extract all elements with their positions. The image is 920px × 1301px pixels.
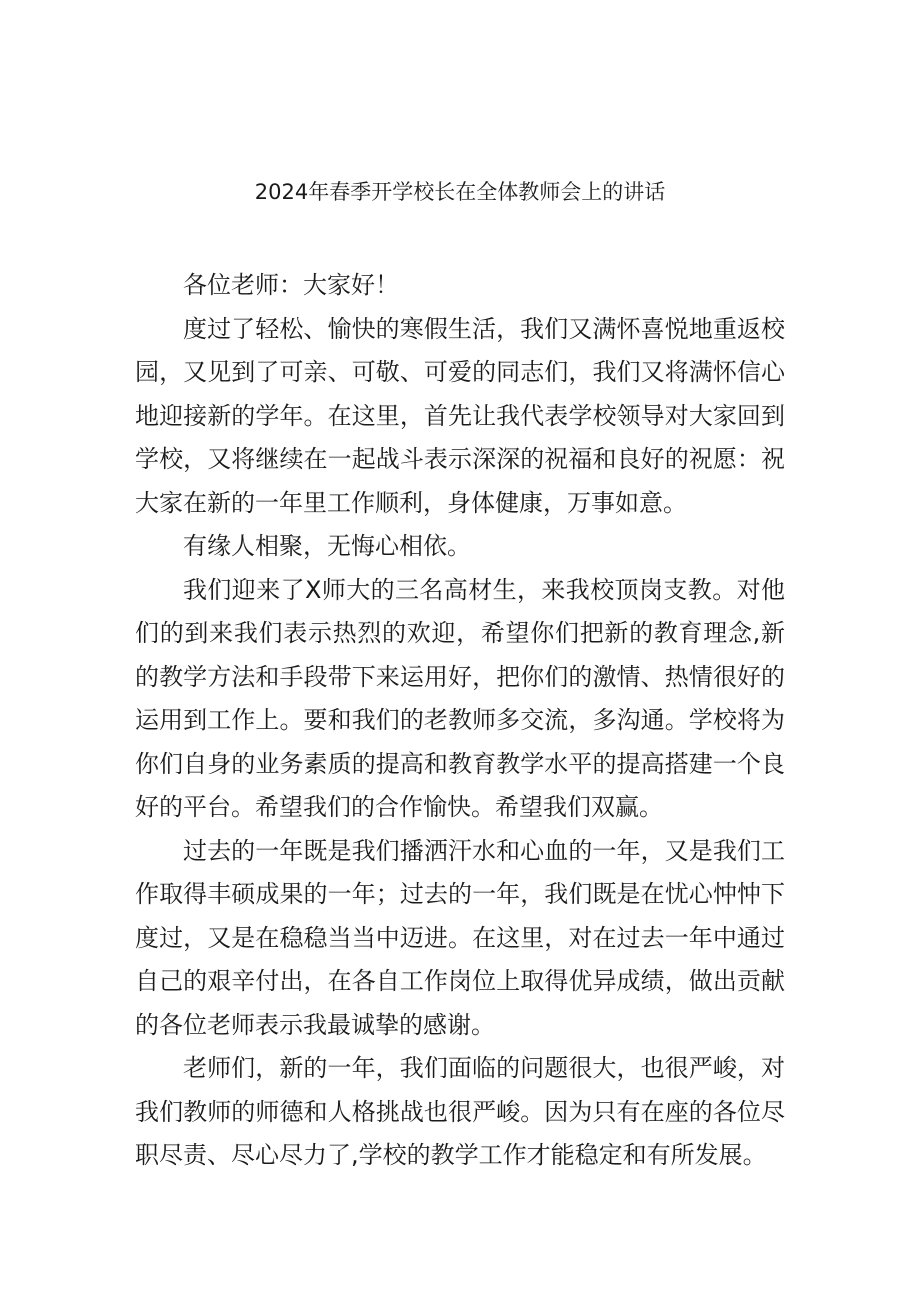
paragraph: 我们迎来了X师大的三名高材生，来我校顶岗支教。对他们的到来我们表示热烈的欢迎，希望你们把新的教育理念,新的教学方法和手段带下来运用好，把你们的激情、热情很好的运用到工作上。要和我们的老教师多交流，多沟通。学校将为你们自身的业务素质的提高和教育教学水平的提高搭建一个良好的平台。希望我们的合作愉快。希望我们双赢。 [135,575,785,821]
document-body [135,264,785,1178]
paragraph: 过去的一年既是我们播洒汗水和心血的一年，又是我们工作取得丰硕成果的一年；过去的一年，我们既是在忧心忡忡下度过，又是在稳稳当当中迈进。在这里，对在过去一年中通过自己的艰辛付出，在各自工作岗位上取得优异成绩，做出贡献的各位老师表示我最诚挚的感谢。 [135,836,785,1039]
paragraph: 度过了轻松、愉快的寒假生活，我们又满怀喜悦地重返校园，又见到了可亲、可敬、可爱的同志们，我们又将满怀信心地迎接新的学年。在这里，首先让我代表学校领导对大家回到学校，又将继续在一起战斗表示深深的祝福和良好的祝愿：祝大家在新的一年里工作顺利，身体健康，万事如意。 [135,314,785,517]
paragraph: 老师们，新的一年，我们面临的问题很大，也很严峻，对我们教师的师德和人格挑战也很严峻。因为只有在座的各位尽职尽责、尽心尽力了,学校的教学工作才能稳定和有所发展。 [135,1054,785,1169]
paragraph-greeting: 各位老师：大家好！ [183,271,399,299]
document-title: 2024年春季开学校长在全体教师会上的讲话 [254,180,666,204]
paragraph: 有缘人相聚，无悔心相依。 [183,532,471,560]
